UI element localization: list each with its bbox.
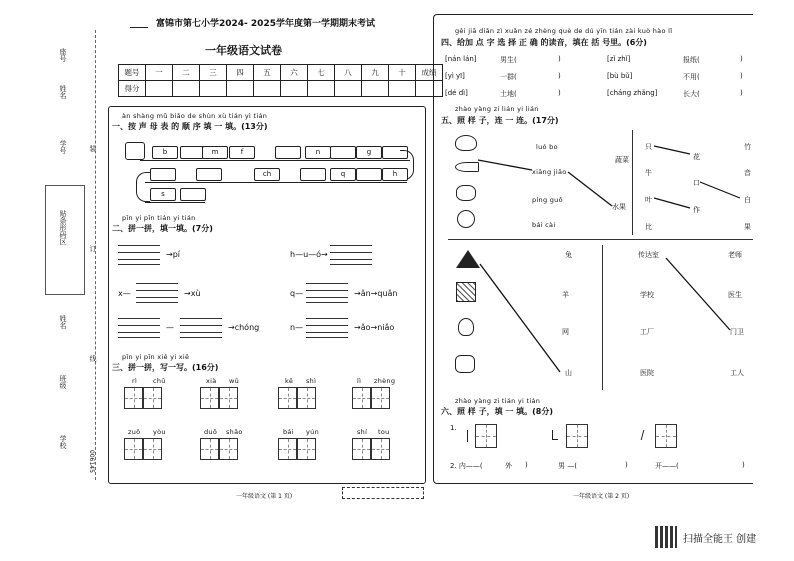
school-title: 富锦市第七小学2024- 2025学年度第一学期期末考试 [156, 19, 375, 29]
score-input[interactable] [227, 81, 254, 97]
reading-options: [cháng zhǎng] [607, 89, 658, 97]
reading-options: [bù bǔ] [607, 72, 633, 80]
opposite-prompt: 开——( [655, 462, 679, 470]
example-line [478, 160, 532, 170]
train-car[interactable] [196, 168, 222, 181]
train-track [140, 160, 410, 161]
word-blank-close: ) [558, 55, 561, 63]
word-blank-close: ) [740, 72, 743, 80]
score-input[interactable] [281, 81, 308, 97]
write-lines[interactable] [330, 245, 372, 265]
example-line [666, 258, 730, 330]
word-blank[interactable]: 男生( [500, 56, 517, 64]
char-left: 叶 [645, 196, 652, 204]
opposite-close: ) [742, 461, 745, 469]
train-car[interactable] [356, 168, 382, 181]
pinyin-label: xià [206, 377, 217, 385]
char-left: 比 [645, 223, 652, 231]
animal-word: 羊 [562, 291, 569, 299]
writing-grid[interactable] [352, 438, 390, 460]
score-table [118, 64, 443, 97]
cat-vegetable: 蔬菜 [615, 156, 629, 164]
job-word: 工人 [730, 369, 744, 377]
opposite-answer[interactable]: 外 [505, 462, 512, 470]
sec5-divider-v2 [602, 245, 603, 390]
word-blank-close: ) [558, 72, 561, 80]
animal-word: 山 [565, 369, 572, 377]
sec2-hu-o: h—u—ó→ [290, 250, 328, 259]
train-curve [136, 172, 150, 202]
score-cell: 六 [281, 65, 308, 81]
word-blank[interactable]: 长大( [683, 90, 700, 98]
score-cell: 三 [200, 65, 227, 81]
sec2-quan: →ǎn→quǎn [354, 289, 398, 298]
train-car[interactable]: ch [254, 168, 280, 181]
cat-fruit: 水果 [612, 203, 626, 211]
score-input[interactable] [335, 81, 362, 97]
sec5-animal-lines [470, 250, 570, 380]
word-blank-close: ) [740, 89, 743, 97]
sec2-niao: →ǎo→niǎo [354, 323, 395, 332]
binding-strip [0, 10, 100, 490]
writing-grid[interactable] [124, 438, 162, 460]
train-car[interactable] [180, 188, 206, 201]
stroke-grid[interactable] [566, 424, 588, 448]
id-label: 学号 [59, 140, 67, 154]
sec1-title: 一、按 声 母 表 的 顺 序 填 一 填。(13分) [112, 122, 268, 131]
train-car[interactable]: n [305, 146, 331, 159]
char-mid: 花 [693, 153, 700, 161]
train-track [145, 202, 205, 203]
score-cell: 得分 [119, 81, 146, 97]
opposite-close: ) [625, 461, 628, 469]
score-input[interactable] [146, 81, 173, 97]
word-blank-close: ) [740, 55, 743, 63]
char-right: 音 [744, 169, 751, 177]
score-input[interactable] [308, 81, 335, 97]
example-line [700, 182, 740, 198]
score-cell: 题号 [119, 65, 146, 81]
sec2-xu: →xù [184, 289, 201, 298]
footer-page1: 一年级语文 (第 1 页) [236, 493, 293, 500]
name-label: 姓名 [59, 85, 67, 99]
sec2-x: x— [118, 289, 131, 298]
binding-ding: 订 [89, 245, 97, 252]
stroke-example [552, 430, 558, 440]
char-mid: 作 [693, 206, 700, 214]
word-blank[interactable]: 一群( [500, 73, 517, 81]
pinyin-label: yún [306, 428, 319, 436]
stroke-grid[interactable] [655, 424, 677, 448]
writing-grid[interactable] [278, 387, 316, 409]
train-car[interactable]: h [382, 168, 408, 181]
score-input[interactable] [389, 81, 416, 97]
score-cell: 一 [146, 65, 173, 81]
opposite-prompt: 2. 内——( [450, 462, 483, 470]
char-right: 白 [744, 196, 751, 204]
score-cell: 五 [254, 65, 281, 81]
reading-options: [nán lán] [445, 55, 477, 63]
score-input[interactable] [200, 81, 227, 97]
pinyin-label: bái [283, 428, 294, 436]
sec5-divider-h [448, 239, 753, 240]
write-lines[interactable] [136, 283, 178, 303]
char-left: 只 [645, 143, 652, 151]
train-car[interactable]: s [150, 188, 176, 201]
qr-code-icon [655, 526, 677, 548]
score-cell: 十 [389, 65, 416, 81]
word-luobo: luó bo [536, 143, 558, 151]
sec5-divider-v [632, 130, 633, 235]
place-word: 学校 [640, 291, 654, 299]
score-input[interactable] [362, 81, 389, 97]
sec2-n: n— [290, 323, 304, 332]
train-car[interactable]: f [229, 146, 255, 159]
train-car[interactable] [150, 168, 176, 181]
train-car[interactable]: m [202, 146, 228, 159]
pinyin-label: zhèng [374, 377, 396, 385]
sec4-pinyin: gěi jiā diǎn zì xuǎn zé zhèng què de dú yīn tián zài kuò hào lǐ [455, 27, 673, 35]
opposite-close: ) [525, 461, 528, 469]
sec5-example-lines [440, 130, 640, 240]
animal-word: 兔 [565, 251, 572, 259]
class-label: 班级 [59, 375, 67, 389]
score-cell: 成绩 [416, 65, 443, 81]
train-car[interactable]: g [356, 146, 382, 159]
binding-xian: 线 [89, 355, 97, 362]
pinyin-label: shì [306, 377, 317, 385]
place-word: 医院 [640, 369, 654, 377]
char-mid: 口 [693, 179, 700, 187]
seat-label: 座号 [59, 48, 67, 62]
barcode-label: 贴条形码区 [59, 210, 67, 245]
score-value-row [119, 81, 443, 97]
binding-code: 006145 [88, 450, 95, 473]
train-track [145, 182, 407, 183]
write-lines[interactable] [306, 283, 348, 303]
binding-zhuang: 装 [89, 145, 97, 152]
pinyin-label: zuǒ [128, 428, 141, 436]
score-input[interactable] [173, 81, 200, 97]
pinyin-label: rì [132, 377, 138, 385]
score-cell: 四 [227, 65, 254, 81]
sec1-pinyin: àn shàng mǔ biǎo de shùn xù tián yì tián [122, 112, 268, 120]
pinyin-label: kě [285, 377, 294, 385]
pinyin-label: shí [357, 428, 368, 436]
writing-grid[interactable] [124, 387, 162, 409]
job-word: 老师 [728, 251, 742, 259]
sec2-dash: — [166, 323, 174, 332]
pinyin-label: yòu [153, 428, 166, 436]
word-baicai: bái cài [532, 221, 556, 229]
pinyin-label: tou [378, 428, 390, 436]
score-cell: 八 [335, 65, 362, 81]
footer-page2: 一年级语文 (第 2 页) [573, 493, 630, 500]
sec6-title: 六、照 样 子，填 一 填。(8分) [441, 407, 554, 416]
pinyin-label: chū [153, 377, 166, 385]
score-cell: 七 [308, 65, 335, 81]
writing-grid[interactable] [352, 387, 390, 409]
char-right: 果 [744, 223, 751, 231]
write-lines[interactable] [306, 318, 348, 338]
animal-word: 网 [562, 328, 569, 336]
sec4-title: 四、给加 点 字 选 择 正 确 的读音，填在 括 号里。(6分) [441, 38, 647, 47]
reading-options: [zǐ zhǐ] [607, 55, 631, 63]
place-word: 工厂 [640, 328, 654, 336]
sec5-pinyin: zhào yàng zi lián yi lián [455, 105, 539, 113]
stroke-grid[interactable] [475, 424, 497, 448]
example-line [568, 172, 612, 206]
example-line [480, 264, 560, 372]
score-input[interactable] [254, 81, 281, 97]
train-car[interactable] [330, 146, 356, 159]
word-blank[interactable]: 报纸( [683, 56, 700, 64]
name-label-2: 姓名 [59, 315, 67, 329]
char-right: 竹 [744, 143, 751, 151]
sec3-pinyin: pīn yi pīn xiě yi xiě [122, 353, 190, 361]
word-blank[interactable]: 土地( [500, 90, 517, 98]
stroke-example [467, 430, 468, 442]
sec5-title: 五、照 样 子，连 一 连。(17分) [441, 116, 559, 125]
pinyin-label: wǔ [229, 377, 240, 385]
reading-options: [dé dì] [445, 89, 468, 97]
pinyin-label: lì [357, 377, 362, 385]
job-word: 门卫 [730, 328, 744, 336]
sec2-q: q— [290, 289, 304, 298]
sec6-pinyin: zhào yàng zi tián yi tián [455, 397, 541, 405]
word-blank-close: ) [558, 89, 561, 97]
sec2-title: 二、拼一拼，填一填。(7分) [112, 224, 213, 233]
word-blank[interactable]: 不用( [683, 73, 700, 81]
reading-options: [yì yī] [445, 72, 465, 80]
header-dash [130, 27, 148, 28]
school-label: 学校 [59, 435, 67, 449]
write-lines[interactable] [118, 318, 160, 338]
train-car[interactable] [275, 146, 301, 159]
train-engine [125, 142, 145, 160]
word-xiangjiao: xiāng jiāo [532, 168, 567, 176]
pinyin-label: shǎo [226, 428, 243, 436]
writing-grid[interactable] [278, 438, 316, 460]
sec2-arrow-1: →pí [166, 250, 181, 259]
score-cell: 九 [362, 65, 389, 81]
writing-grid[interactable] [200, 438, 238, 460]
footer-box [342, 487, 424, 499]
sec2-chong: →chóng [228, 323, 260, 332]
train-car[interactable] [300, 168, 326, 181]
sec6-row1-label: 1. [450, 424, 457, 432]
sec2-pinyin: pīn yi pīn tián yi tián [122, 214, 196, 222]
opposite-prompt: 男 —( [558, 462, 577, 470]
score-header-row [119, 65, 443, 81]
example-line [654, 198, 690, 208]
exam-title: 一年级语文试卷 [205, 44, 282, 57]
char-left: 牛 [645, 169, 652, 177]
place-word: 传达室 [638, 251, 659, 259]
sec3-title: 三、拼一拼，写一写。(16分) [112, 363, 219, 372]
sec5-char-lines [640, 130, 750, 230]
sec5-place-lines [660, 250, 740, 350]
job-word: 医生 [728, 291, 742, 299]
binding-line [95, 30, 96, 480]
write-lines[interactable] [180, 318, 222, 338]
train-car[interactable]: q [330, 168, 356, 181]
example-line [654, 146, 690, 154]
train-car[interactable]: b [152, 146, 178, 159]
write-lines[interactable] [118, 245, 160, 265]
writing-grid[interactable] [200, 387, 238, 409]
scanner-watermark: 扫描全能王 创建 [683, 534, 757, 545]
word-pingguo: píng guǒ [532, 196, 563, 204]
score-cell: 二 [173, 65, 200, 81]
pinyin-label: duō [204, 428, 218, 436]
